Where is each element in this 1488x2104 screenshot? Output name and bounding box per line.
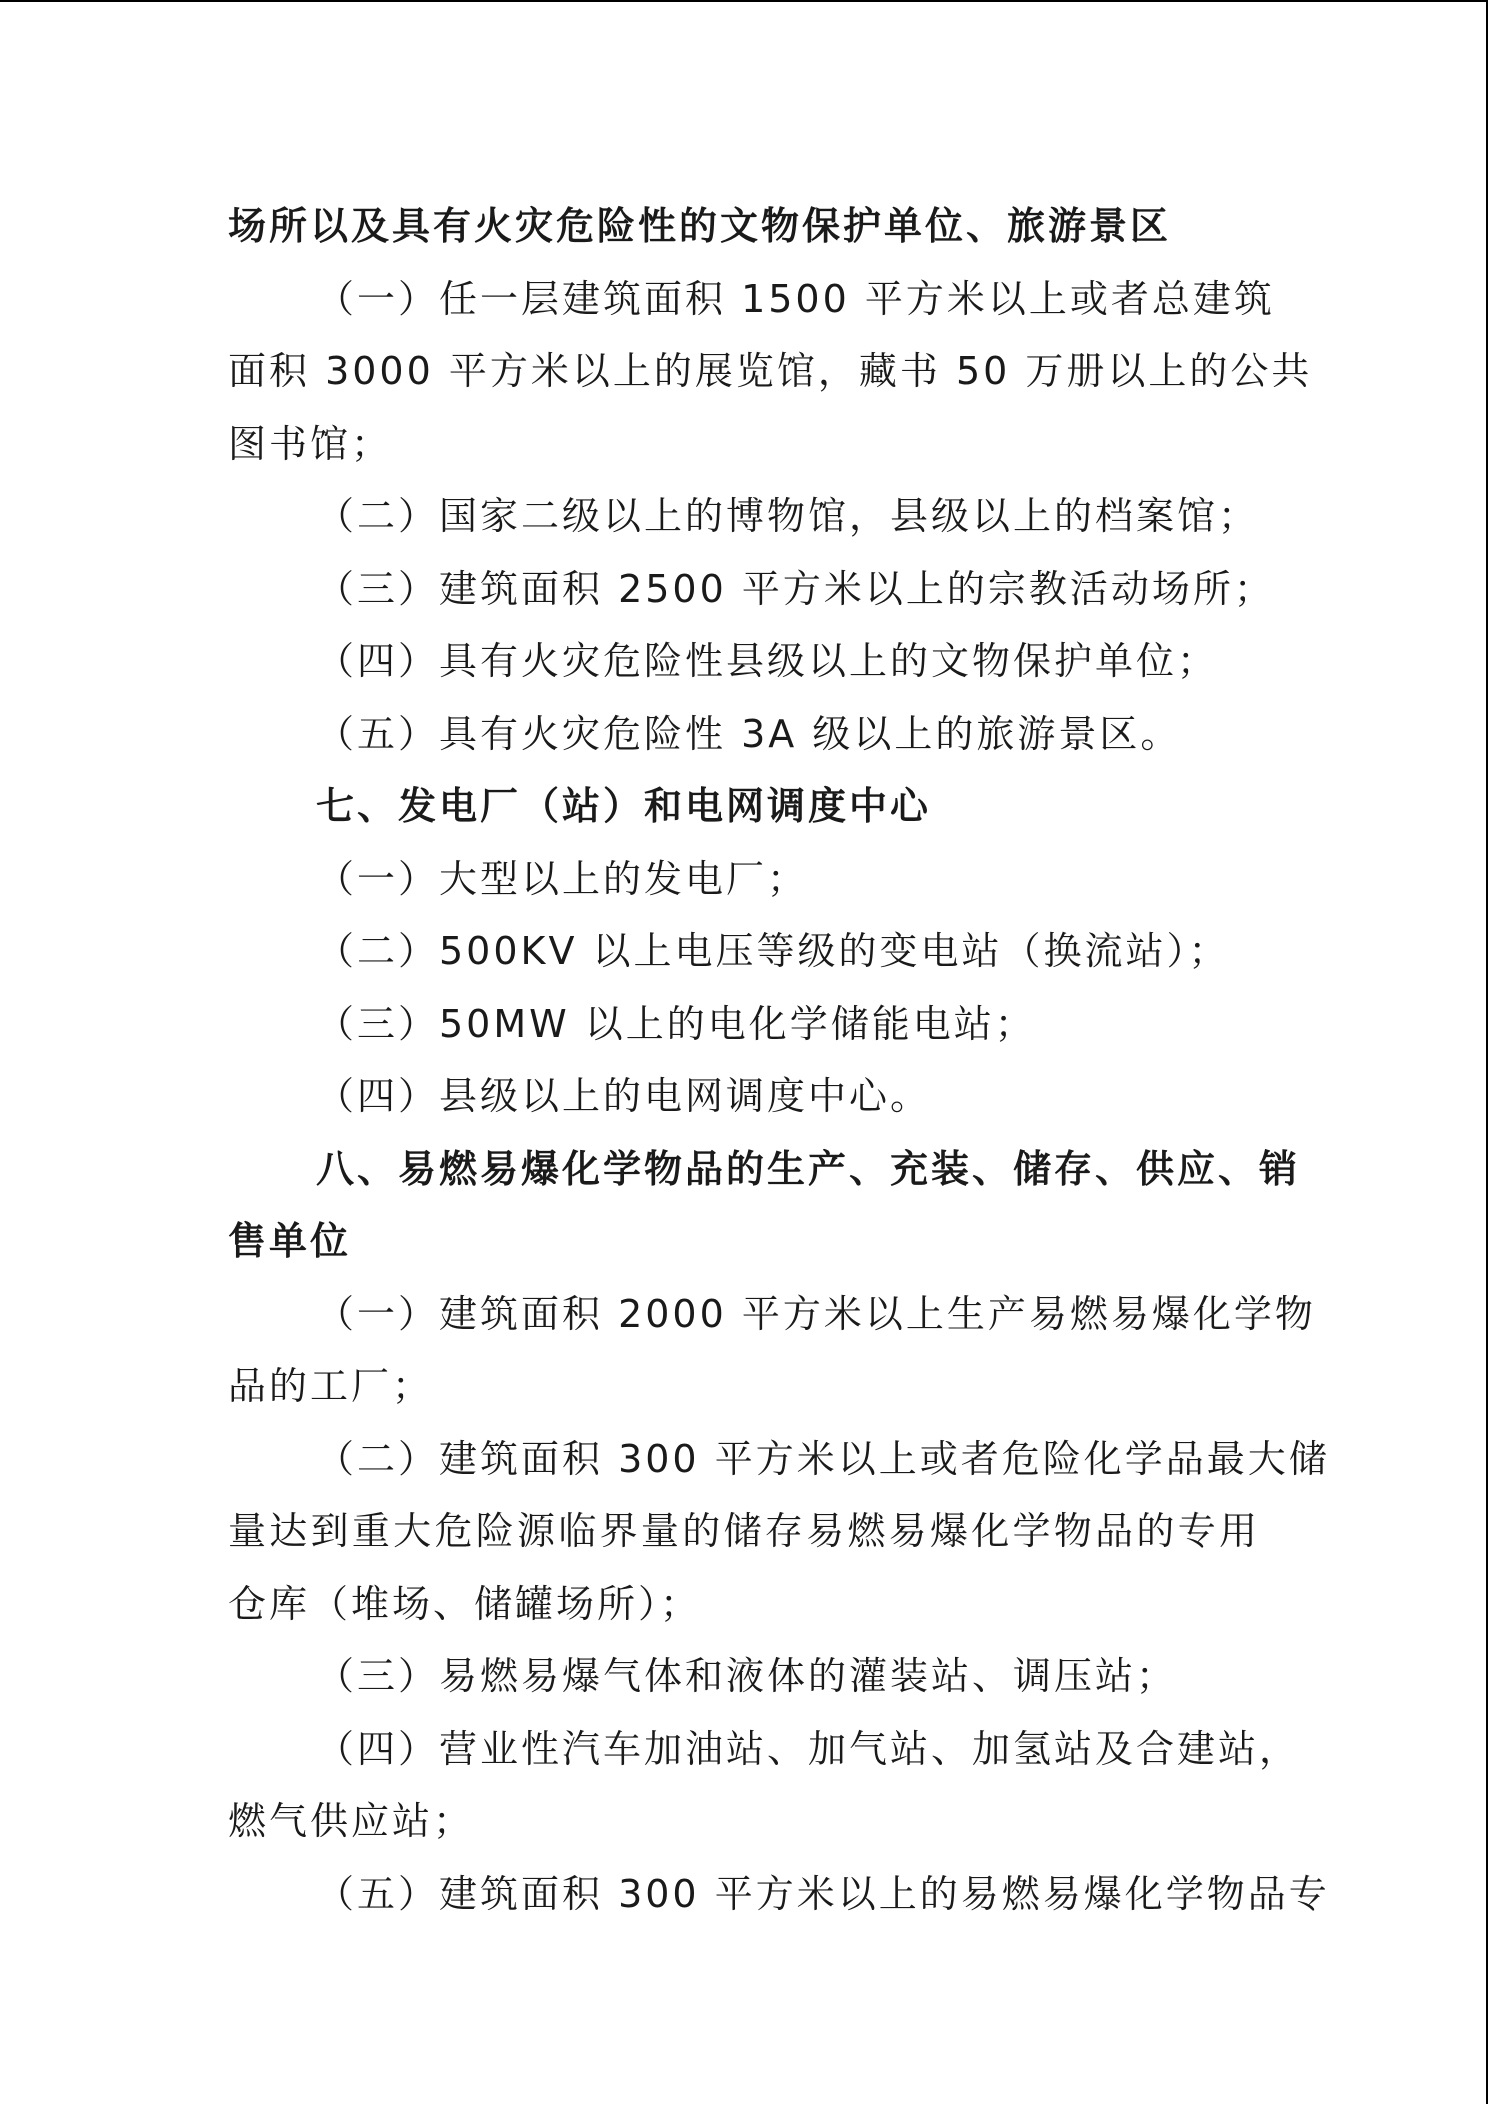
page-top-border	[0, 0, 1488, 2]
body-text-line: （四）营业性汽车加油站、加气站、加氢站及合建站，	[316, 1726, 1301, 1771]
body-text-line: （四）县级以上的电网调度中心。	[316, 1074, 932, 1118]
section-heading-line: 八、易燃易爆化学物品的生产、充装、储存、供应、销	[316, 1146, 1301, 1191]
body-text-line: （三）50MW 以上的电化学储能电站；	[316, 1001, 1036, 1046]
body-text-line: （五）具有火灾危险性 3A 级以上的旅游景区。	[316, 711, 1182, 756]
body-text-line: （二）500KV 以上电压等级的变电站（换流站）；	[316, 929, 1230, 973]
body-text-line: （一）建筑面积 2000 平方米以上生产易燃易爆化学物	[316, 1291, 1316, 1336]
body-text-line: （二）建筑面积 300 平方米以上或者危险化学品最大储	[316, 1436, 1330, 1481]
body-text-line: （一）大型以上的发电厂；	[316, 856, 809, 901]
body-text-line: 面积 3000 平方米以上的展览馆，藏书 50 万册以上的公共	[228, 349, 1313, 393]
body-text-line: 品的工厂；	[228, 1364, 434, 1408]
body-text-line: 量达到重大危险源临界量的储存易燃易爆化学物品的专用	[228, 1509, 1260, 1553]
section-heading-line: 七、发电厂（站）和电网调度中心	[316, 784, 932, 828]
body-text-line: 仓库（堆场、储罐场所）；	[228, 1581, 702, 1626]
body-text-line: 燃气供应站；	[228, 1799, 475, 1843]
body-text-line: （三）易燃易爆气体和液体的灌装站、调压站；	[316, 1654, 1178, 1698]
body-text-line: （四）具有火灾危险性县级以上的文物保护单位；	[316, 639, 1219, 683]
document-body	[228, 190, 1330, 1930]
body-text-line: （二）国家二级以上的博物馆，县级以上的档案馆；	[316, 494, 1260, 538]
section-heading-line: 售单位	[228, 1219, 352, 1263]
body-text-line: （三）建筑面积 2500 平方米以上的宗教活动场所；	[316, 566, 1275, 611]
body-text-line: 图书馆；	[228, 421, 393, 466]
section-heading-line: 场所以及具有火灾危险性的文物保护单位、旅游景区	[228, 204, 1172, 248]
body-text-line: （五）建筑面积 300 平方米以上的易燃易爆化学物品专	[316, 1871, 1330, 1916]
body-text-line: （一）任一层建筑面积 1500 平方米以上或者总建筑	[316, 276, 1275, 321]
